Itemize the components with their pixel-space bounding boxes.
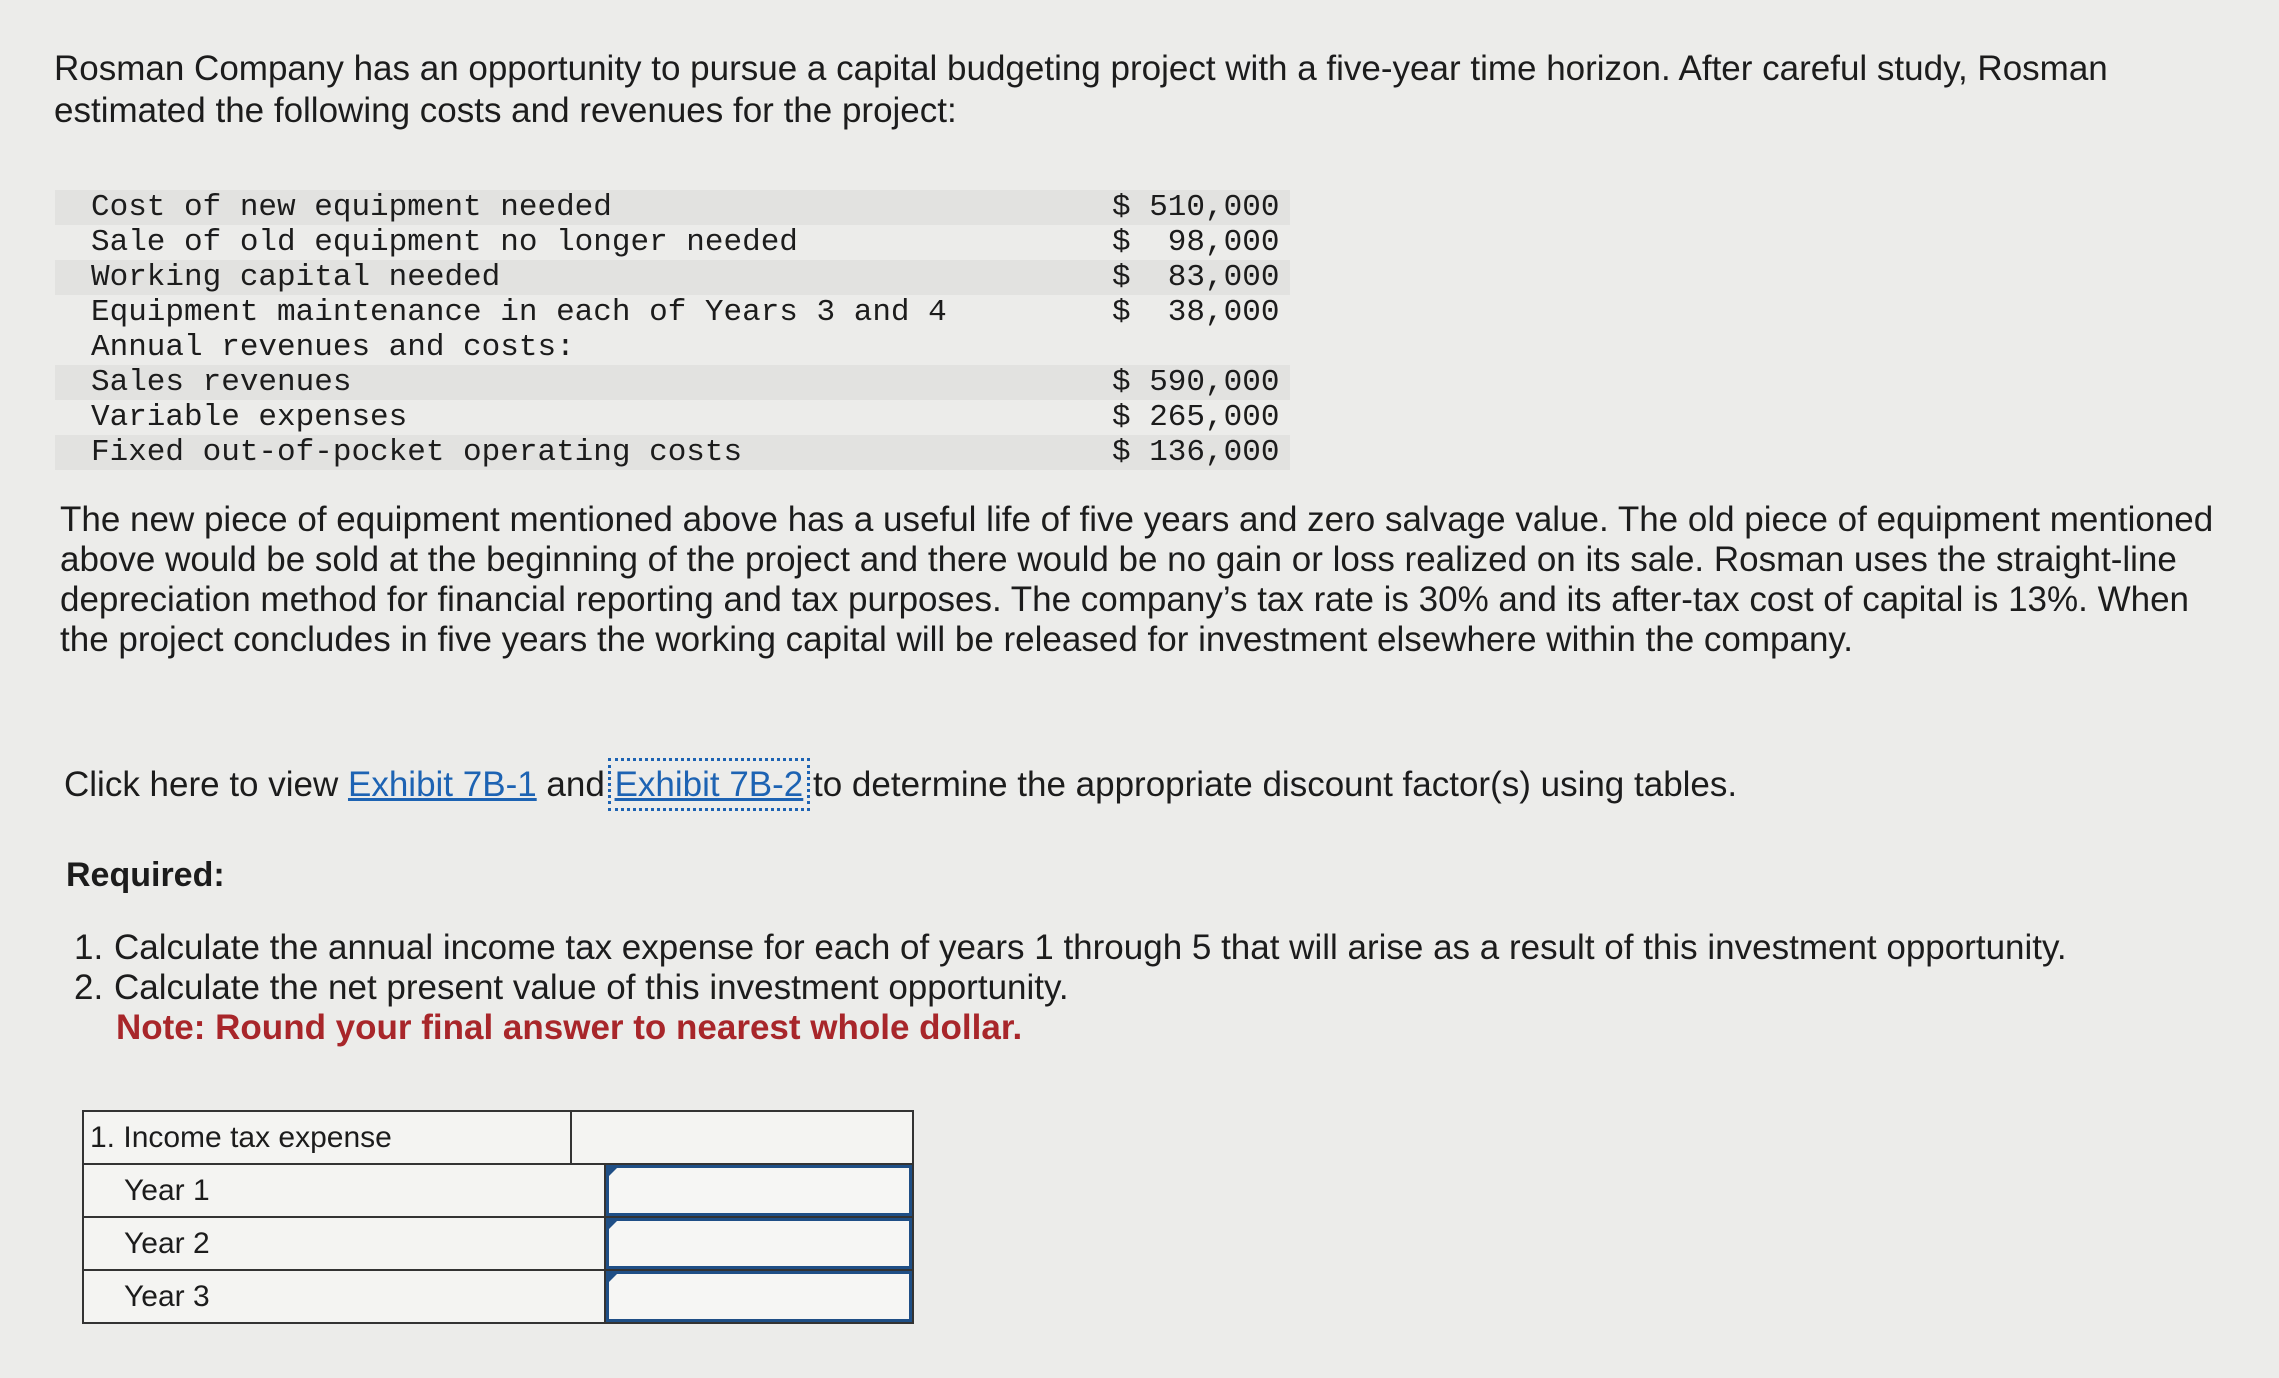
cost-label: Cost of new equipment needed [91, 190, 612, 225]
exhibit-7b1-link[interactable]: Exhibit 7B-1 [347, 765, 537, 804]
answer-row-label: Year 3 [84, 1271, 606, 1322]
cost-value: $ 590,000 [1112, 365, 1280, 400]
answer-cell [606, 1271, 912, 1322]
year-3-tax-input[interactable] [606, 1271, 912, 1322]
requirement-number: 1. [74, 928, 104, 967]
cost-value: $ 83,000 [1112, 260, 1280, 295]
requirement-item [74, 968, 2214, 1008]
exhibit-middle: and [536, 765, 615, 804]
input-corner-marker-icon [608, 1167, 618, 1177]
answer-table-header-cell [572, 1112, 912, 1163]
input-corner-marker-icon [608, 1273, 618, 1283]
answer-table-header [84, 1112, 912, 1165]
exhibit-7b2-link[interactable]: Exhibit 7B-2 [614, 765, 804, 804]
exhibit-prefix: Click here to view [64, 765, 348, 804]
year-2-tax-input[interactable] [606, 1218, 912, 1269]
rounding-note: Note: Round your final answer to nearest whole dollar. [116, 1008, 1023, 1047]
requirement-text: Calculate the annual income tax expense for each of years 1 through 5 that will arise as a result of this investment opportunity. [114, 928, 2067, 967]
cost-label: Working capital needed [91, 260, 501, 295]
requirement-number: 2. [74, 968, 104, 1007]
exhibit-suffix: to determine the appropriate discount factor(s) using tables. [803, 765, 1738, 804]
exhibit-line [64, 764, 1737, 806]
answer-cell [606, 1165, 912, 1216]
cost-label: Sales revenues [91, 365, 352, 400]
section-label: Annual revenues and costs: [91, 330, 575, 365]
cost-row [55, 260, 1290, 295]
cost-revenue-table [55, 190, 1290, 470]
input-corner-marker-icon [608, 1220, 618, 1230]
answer-cell [606, 1218, 912, 1269]
cost-label: Equipment maintenance in each of Years 3 and 4 [91, 295, 947, 330]
answer-row-year-1 [84, 1165, 912, 1218]
cost-label: Sale of old equipment no longer needed [91, 225, 798, 260]
cost-value: $ 510,000 [1112, 190, 1280, 225]
cost-value: $ 136,000 [1112, 435, 1280, 470]
income-tax-answer-table [82, 1110, 914, 1324]
answer-row-year-3 [84, 1271, 912, 1324]
cost-row [55, 225, 1290, 260]
answer-row-label: Year 1 [84, 1165, 606, 1216]
intro-text: Rosman Company has an opportunity to pursue a capital budgeting project with a five-year time horizon. After careful study, Rosman estimated the following costs and revenues for the project: [54, 49, 2108, 130]
cost-label: Fixed out-of-pocket operating costs [91, 435, 743, 470]
cost-row [55, 400, 1290, 435]
requirements-list [74, 928, 2214, 1048]
description-paragraph: The new piece of equipment mentioned above has a useful life of five years and zero salvage value. The old piece of equipment mentioned above would be sold at the beginning of the project and there would be no gain or loss realized on its sale. Rosman uses the straight-line depreciation method for financial reporting and tax purposes. The company’s tax rate is 30% and its after-tax cost of capital is 13%. When the project concludes in five years the working capital will be released for investment elsewhere within the company. [60, 500, 2214, 659]
requirement-text: Calculate the net present value of this investment opportunity. [114, 968, 1069, 1007]
cost-row [55, 295, 1290, 330]
requirement-item [74, 928, 2214, 968]
year-1-tax-input[interactable] [606, 1165, 912, 1216]
cost-row [55, 435, 1290, 470]
required-heading: Required: [66, 856, 225, 894]
answer-table-header-label: 1. Income tax expense [84, 1112, 572, 1163]
section-label-row [55, 330, 1290, 365]
answer-row-label: Year 2 [84, 1218, 606, 1269]
cost-label: Variable expenses [91, 400, 408, 435]
cost-row [55, 190, 1290, 225]
cost-row [55, 365, 1290, 400]
answer-row-year-2 [84, 1218, 912, 1271]
cost-value: $ 38,000 [1112, 295, 1280, 330]
cost-value: $ 265,000 [1112, 400, 1280, 435]
cost-value: $ 98,000 [1112, 225, 1280, 260]
